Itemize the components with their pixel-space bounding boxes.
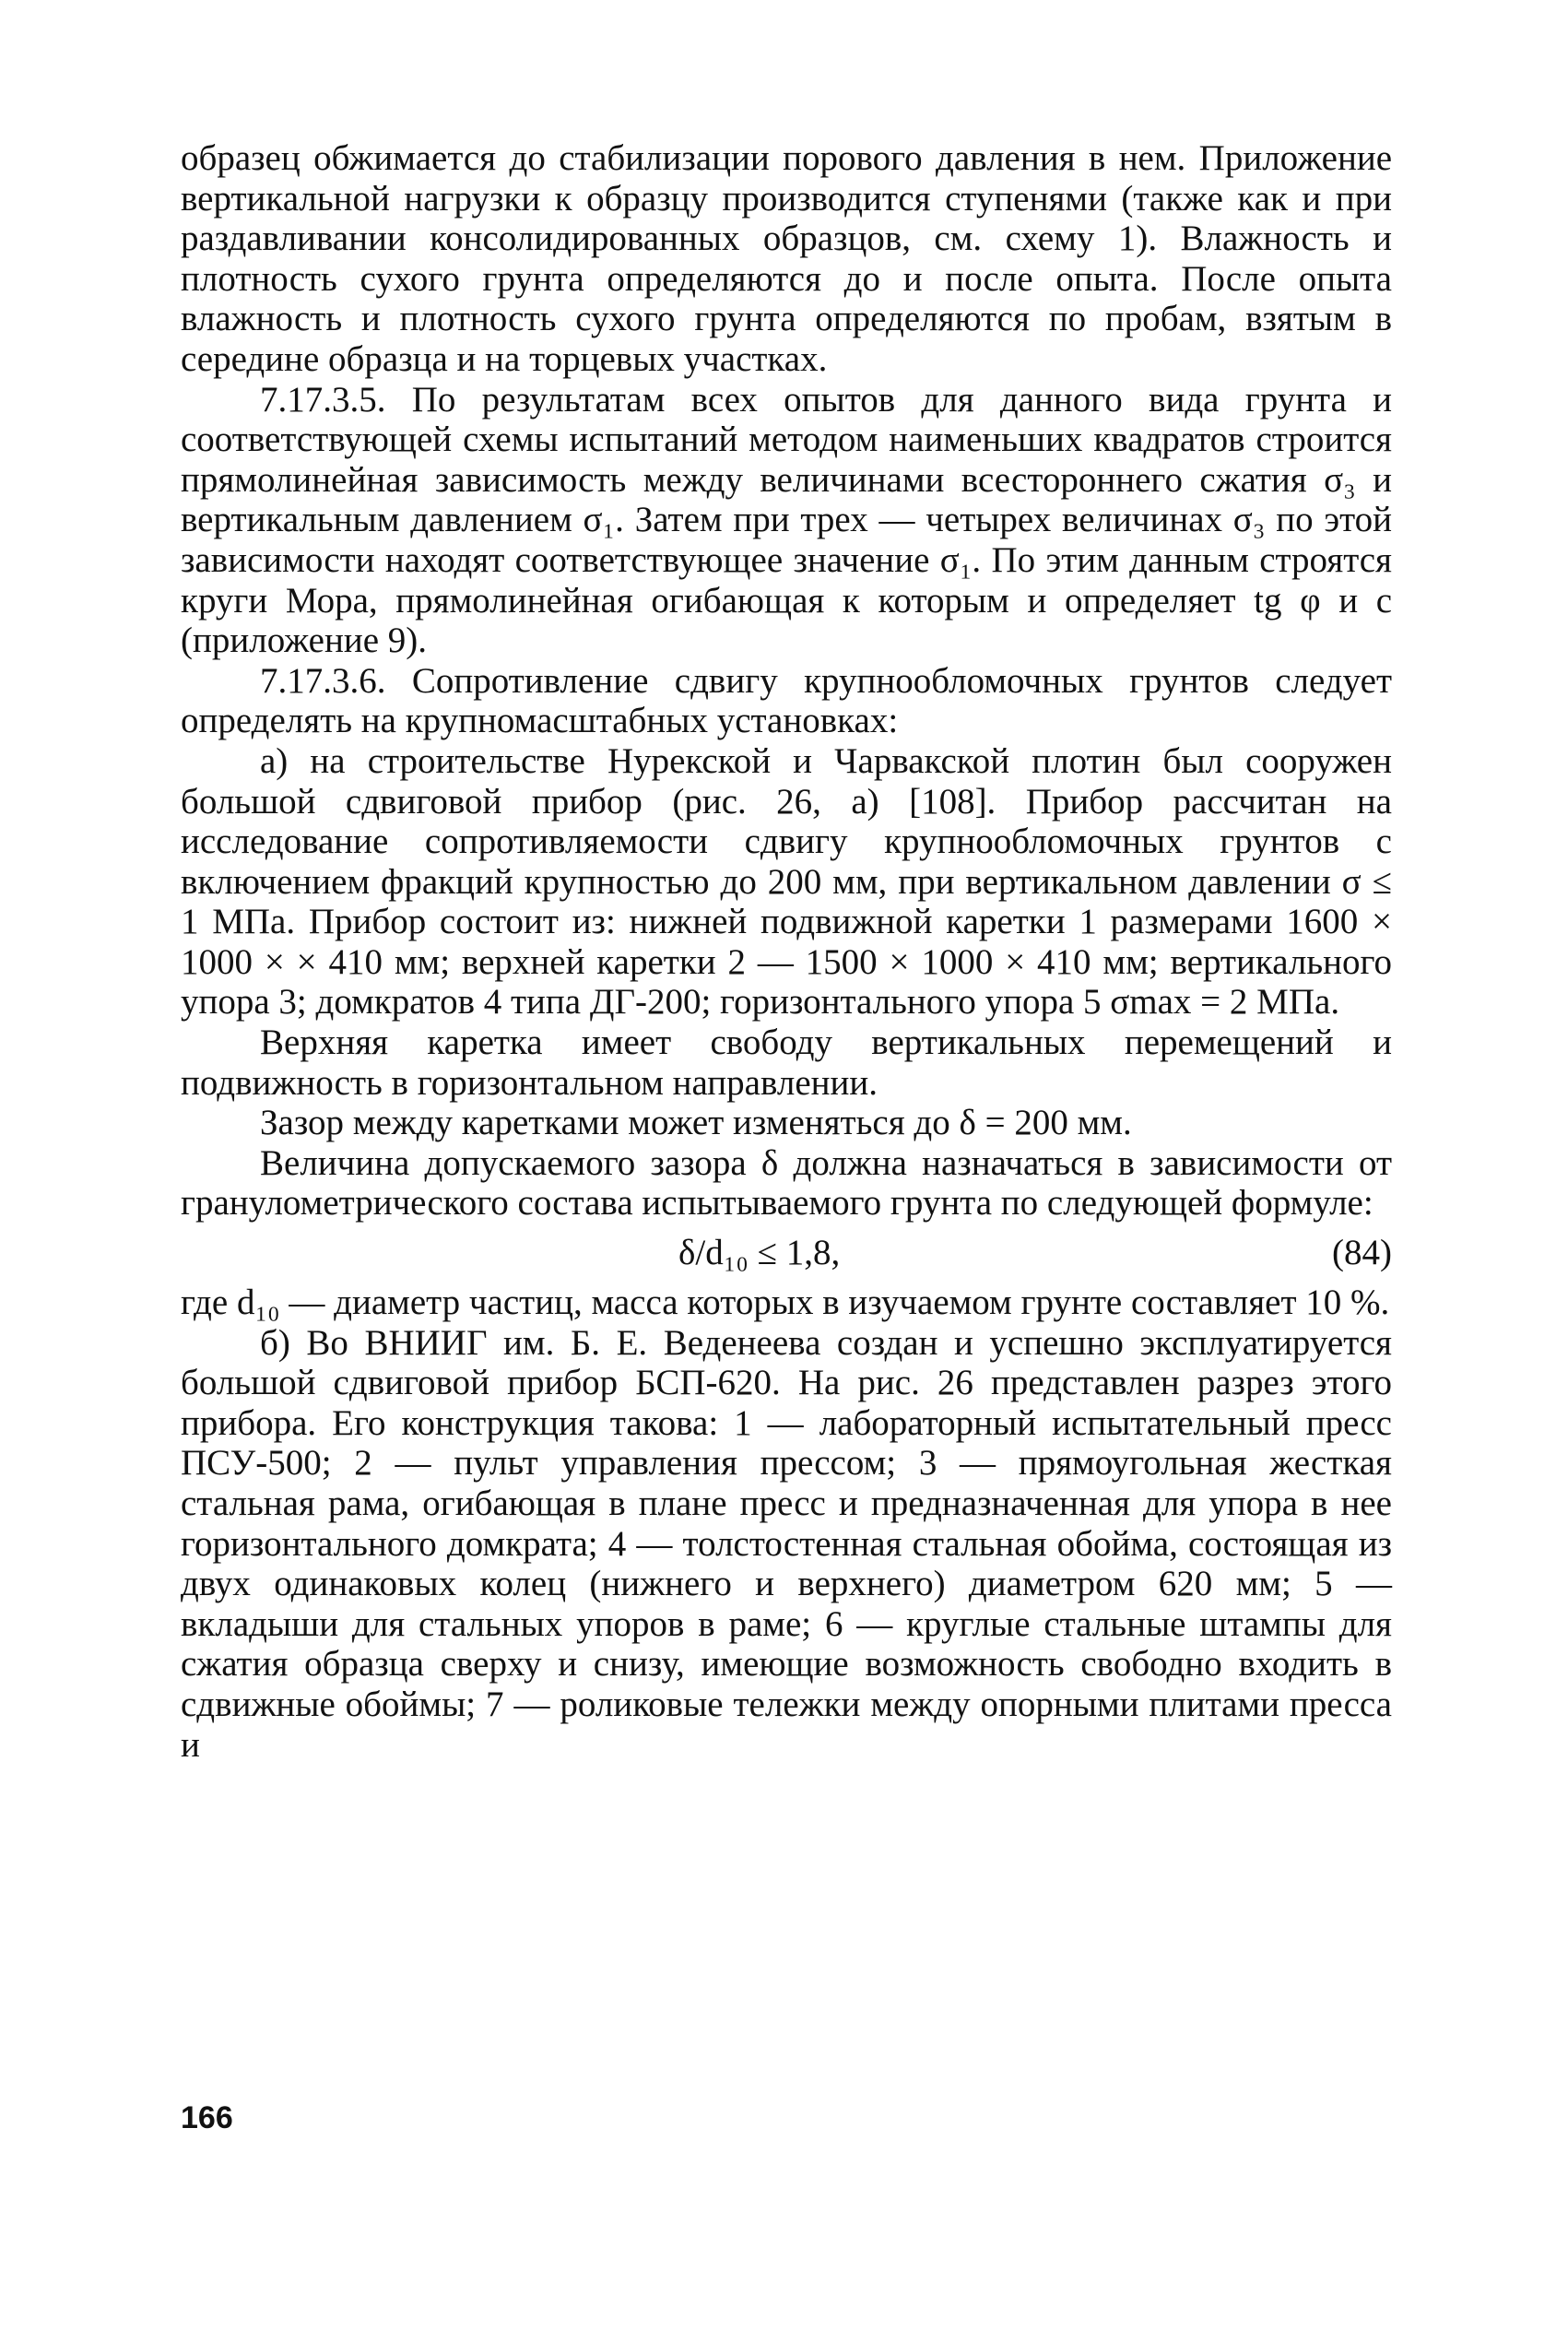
paragraph-gap: Зазор между каретками может изменяться до δ = 200 мм. (260, 1103, 1132, 1143)
formula-84 (181, 1233, 1392, 1273)
paragraph-upper-carriage: Верхняя каретка имеет свободу вертикальных перемещений и подвижность в горизонтальном направлении. (181, 1023, 1392, 1103)
paragraph-continuation: образец обжимается до стабилизации порового давления в нем. Приложение вертикальной нагрузки к образцу производится ступенями (также как и при раздавливании консолидированных образцов, см. схему 1). Влажность и плотность сухого грунта определяются до и после опыта. После опыта влажность и плотность сухого грунта определяются по пробам, взятым в середине образца и на торцевых участках. (181, 138, 1392, 379)
formula-number: (84) (1332, 1233, 1392, 1273)
paragraph-item-a: а) на строительстве Нурекской и Чарвакской плотин был сооружен большой сдвиговой прибор (рис. 26, а) [108]. Прибор рассчитан на исследование сопротивляемости сдвигу крупнообломочных грунтов с включением фракций крупностью до 200 мм, при вертикальном давлении σ ≤ 1 МПа. Прибор состоит из: нижней подвижной каретки 1 размерами 1600 × 1000 × × 410 мм; верхней каретки 2 — 1500 × 1000 × 410 мм; вертикального упора 3; домкратов 4 типа ДГ-200; горизонтального упора 5 σmax = 2 МПа. (181, 740, 1392, 1023)
page-number: 166 (181, 2100, 233, 2135)
paragraph-gap-value: Величина допускаемого зазора δ должна назначаться в зависимости от гранулометрического состава испытываемого грунта по следующей формуле: (181, 1142, 1392, 1224)
paragraph-item-b: б) Во ВНИИГ им. Б. Е. Веденеева создан и успешно эксплуатируется большой сдвиговой прибор БСП-620. На рис. 26 представлен разрез этого прибора. Его конструкция такова: 1 — лабораторный испытательный пресс ПСУ-500; 2 — пульт управления прессом; 3 — прямоугольная жесткая стальная рама, огибающая в плане пресс и предназначенная для упора в нее горизонтального домкрата; 4 — толстостенная стальная обойма, состоящая из двух одинаковых колец (нижнего и верхнего) диаметром 620 мм; 5 — вкладыши для стальных упоров в раме; 6 — круглые стальные штампы для сжатия образца сверху и снизу, имеющие возможность свободно входить в сдвижные обоймы; 7 — роликовые тележки между опорными плитами пресса и (181, 1322, 1392, 1765)
paragraph-7-17-3-5: 7.17.3.5. По результатам всех опытов для данного вида грунта и соответствующей схемы испытаний методом наименьших квадратов строится прямолинейная зависимость между величинами всестороннего сжатия σ₃ и вертикальным давлением σ₁. Затем при трех — четырех величинах σ₃ по этой зависимости находят соответствующее значение σ₁. По этим данным строятся круги Мора, прямолинейная огибающая к которым и определяет tg φ и c (приложение 9). (181, 379, 1392, 661)
text-column (181, 138, 1392, 1765)
paragraph-where: где d₁₀ — диаметр частиц, масса которых в изучаемом грунте составляет 10 %. (181, 1283, 1390, 1323)
paragraph-7-17-3-6: 7.17.3.6. Сопротивление сдвигу крупнообломочных грунтов следует определять на крупномасштабных установках: (181, 660, 1392, 741)
formula-expression: δ/d₁₀ ≤ 1,8, (678, 1233, 841, 1273)
